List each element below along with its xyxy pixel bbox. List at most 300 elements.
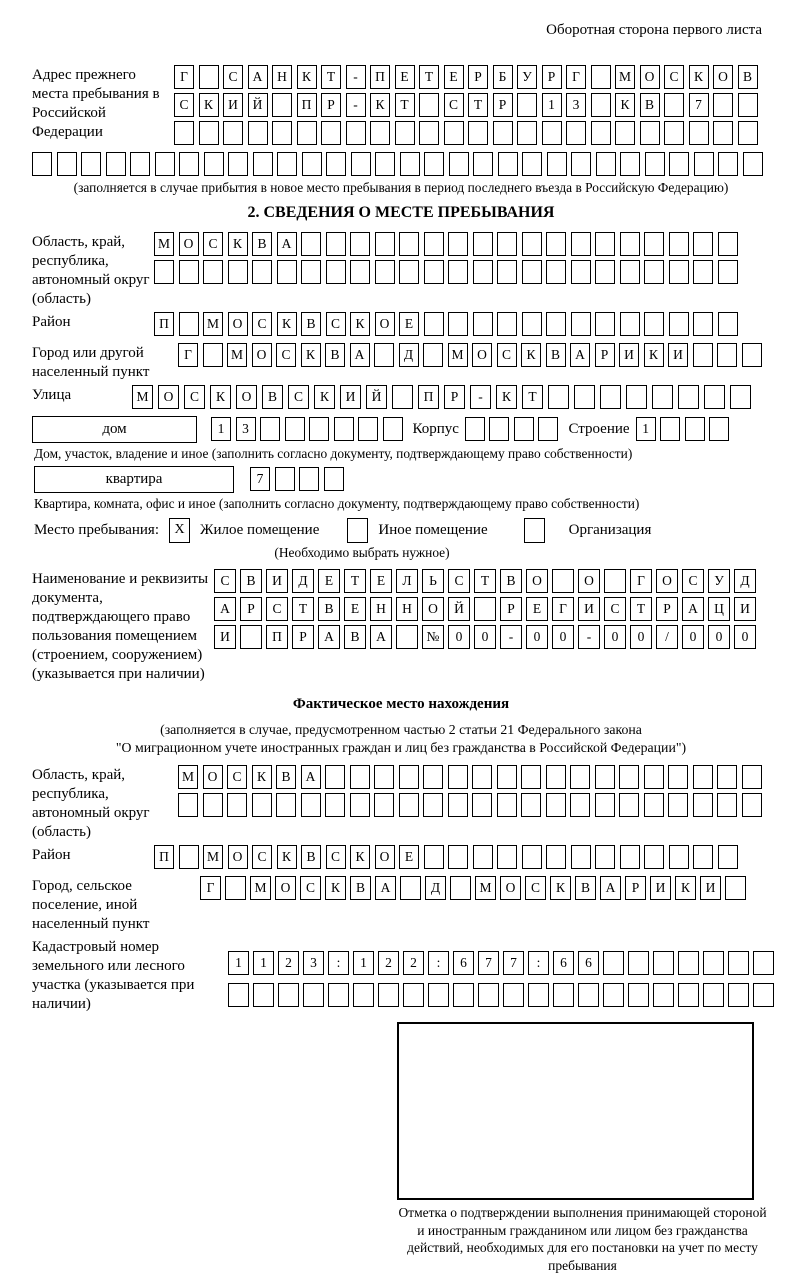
char-box: Г — [630, 569, 652, 593]
char-box — [423, 765, 443, 789]
char-box — [521, 765, 541, 789]
char-box — [503, 983, 524, 1007]
char-box — [351, 152, 371, 176]
char-box: 1 — [211, 417, 231, 441]
char-box — [204, 152, 224, 176]
stamp-caption: Отметка о подтверждении выполнения принимающей стороной и иностранным гражданином или лицом без гражданства действий, необходимых для его постановки на учет по месту пребывания — [398, 1205, 767, 1273]
char-box — [260, 417, 280, 441]
char-box — [227, 793, 247, 817]
char-box — [272, 93, 292, 117]
char-box: С — [266, 597, 288, 621]
char-box: О — [228, 312, 248, 336]
char-box — [652, 385, 673, 409]
char-box: 3 — [303, 951, 324, 975]
char-box: О — [526, 569, 548, 593]
char-box — [571, 232, 591, 256]
char-box: П — [266, 625, 288, 649]
char-box-row — [178, 793, 770, 817]
char-box — [253, 152, 273, 176]
actual-city-label: Город, сельское поселение, иной населенный пункт — [32, 878, 150, 932]
char-box: О — [228, 845, 248, 869]
char-box: И — [734, 597, 756, 621]
char-box — [301, 232, 321, 256]
char-box: К — [314, 385, 335, 409]
char-box — [546, 793, 566, 817]
actual-location-note-line1: (заполняется в случае, предусмотренном частью 2 статьи 21 Федерального закона — [160, 722, 642, 737]
char-box: А — [600, 876, 621, 900]
char-box: Н — [370, 597, 392, 621]
char-box — [548, 385, 569, 409]
char-box: Н — [396, 597, 418, 621]
char-box: 1 — [353, 951, 374, 975]
char-box — [419, 121, 439, 145]
char-box: - — [346, 65, 366, 89]
char-box: О — [472, 343, 492, 367]
char-box — [591, 121, 611, 145]
actual-district-label: Район — [32, 847, 71, 863]
char-box — [546, 312, 566, 336]
char-box: Ь — [422, 569, 444, 593]
char-box — [644, 765, 664, 789]
char-box-row — [214, 569, 770, 593]
char-box — [570, 793, 590, 817]
char-box — [303, 983, 324, 1007]
char-box — [478, 983, 499, 1007]
char-box — [753, 951, 774, 975]
char-box — [653, 951, 674, 975]
char-box — [240, 625, 262, 649]
char-box: Е — [399, 845, 419, 869]
char-box — [374, 793, 394, 817]
char-box — [328, 983, 349, 1007]
char-box: 0 — [552, 625, 574, 649]
char-box: П — [370, 65, 390, 89]
char-box: П — [418, 385, 439, 409]
char-box — [595, 232, 615, 256]
char-box — [620, 152, 640, 176]
char-box: О — [422, 597, 444, 621]
district-rows — [154, 312, 770, 340]
char-box — [178, 793, 198, 817]
actual-region-label: Область, край, республика, автономный округ (область) — [32, 767, 150, 840]
char-box: С — [682, 569, 704, 593]
apartment-labelbox: квартира — [34, 466, 234, 493]
char-box — [325, 765, 345, 789]
char-box-row — [178, 343, 770, 367]
char-box — [392, 385, 413, 409]
char-box — [668, 765, 688, 789]
char-box — [521, 793, 541, 817]
char-box: А — [375, 876, 396, 900]
char-box — [571, 152, 591, 176]
char-box — [399, 793, 419, 817]
char-box — [725, 876, 746, 900]
char-box: И — [340, 385, 361, 409]
char-box: Г — [174, 65, 194, 89]
char-box: А — [682, 597, 704, 621]
char-box — [400, 876, 421, 900]
char-box — [375, 152, 395, 176]
char-box — [228, 260, 248, 284]
char-box: М — [203, 845, 223, 869]
char-box — [334, 417, 354, 441]
char-box — [669, 260, 689, 284]
char-box: Г — [566, 65, 586, 89]
char-box — [130, 152, 150, 176]
stay-type-label: Место пребывания: — [34, 522, 159, 538]
cadastral-label: Кадастровый номер земельного или лесного участка (указывается при наличии) — [32, 939, 195, 1012]
char-box: С — [604, 597, 626, 621]
char-box — [154, 260, 174, 284]
char-box — [742, 793, 762, 817]
char-box: С — [276, 343, 296, 367]
char-box: С — [288, 385, 309, 409]
char-box — [517, 93, 537, 117]
char-box: Т — [292, 597, 314, 621]
char-box: А — [248, 65, 268, 89]
char-box: Г — [178, 343, 198, 367]
char-box — [603, 983, 624, 1007]
char-box — [277, 260, 297, 284]
char-box — [324, 467, 344, 491]
char-box — [522, 232, 542, 256]
char-box — [678, 385, 699, 409]
char-box — [419, 93, 439, 117]
char-box: У — [517, 65, 537, 89]
char-box: В — [350, 876, 371, 900]
char-box — [620, 232, 640, 256]
char-box — [514, 417, 534, 441]
char-box — [276, 793, 296, 817]
char-box — [81, 152, 101, 176]
char-box: П — [154, 845, 174, 869]
char-box — [350, 260, 370, 284]
page-side-note: Оборотная сторона первого листа — [546, 22, 762, 38]
char-box: О — [375, 312, 395, 336]
char-box: 2 — [278, 951, 299, 975]
char-box: К — [644, 343, 664, 367]
char-box: 2 — [378, 951, 399, 975]
char-box — [399, 232, 419, 256]
char-box: К — [350, 312, 370, 336]
option-residential-label: Жилое помещение — [200, 522, 320, 538]
char-box — [595, 793, 615, 817]
char-box: О — [713, 65, 733, 89]
char-box — [498, 152, 518, 176]
char-box-row — [214, 597, 770, 621]
actual-city-block — [32, 876, 770, 934]
char-box-row — [174, 65, 770, 89]
char-box — [689, 121, 709, 145]
char-box — [272, 121, 292, 145]
char-box — [728, 983, 749, 1007]
char-box: А — [301, 765, 321, 789]
char-box — [717, 793, 737, 817]
char-box — [285, 417, 305, 441]
char-box — [428, 983, 449, 1007]
street-rows — [132, 385, 770, 413]
char-box — [396, 625, 418, 649]
char-box — [645, 152, 665, 176]
char-box — [277, 152, 297, 176]
char-box — [619, 765, 639, 789]
char-box: И — [266, 569, 288, 593]
char-box: В — [640, 93, 660, 117]
char-box — [302, 152, 322, 176]
char-box — [644, 793, 664, 817]
actual-city-rows — [200, 876, 770, 904]
char-box — [473, 260, 493, 284]
char-box-row — [211, 417, 403, 441]
char-box — [424, 845, 444, 869]
char-box: - — [470, 385, 491, 409]
char-box: Р — [321, 93, 341, 117]
region-label: Область, край, республика, автономный округ (область) — [32, 234, 150, 307]
char-box — [299, 467, 319, 491]
char-box: 3 — [236, 417, 256, 441]
char-box: Е — [370, 569, 392, 593]
previous-address-block — [32, 65, 770, 149]
stamp-box — [397, 1022, 754, 1200]
char-box: К — [521, 343, 541, 367]
region-block — [32, 232, 770, 309]
char-box — [358, 417, 378, 441]
char-box — [653, 983, 674, 1007]
char-box: Г — [552, 597, 574, 621]
char-box — [199, 65, 219, 89]
char-box — [378, 983, 399, 1007]
char-box: К — [496, 385, 517, 409]
char-box: Т — [630, 597, 652, 621]
char-box: В — [318, 597, 340, 621]
char-box — [370, 121, 390, 145]
char-box: В — [252, 232, 272, 256]
char-box — [730, 385, 751, 409]
char-box — [546, 260, 566, 284]
char-box — [301, 260, 321, 284]
char-box — [566, 121, 586, 145]
city-block — [32, 343, 770, 382]
actual-location-title: Фактическое место нахождения — [292, 696, 510, 712]
char-box — [497, 793, 517, 817]
char-box: С — [664, 65, 684, 89]
char-box: К — [277, 845, 297, 869]
char-box — [179, 312, 199, 336]
char-box: С — [184, 385, 205, 409]
char-box: О — [640, 65, 660, 89]
char-box: Д — [292, 569, 314, 593]
char-box: Т — [395, 93, 415, 117]
char-box — [718, 232, 738, 256]
char-box — [179, 152, 199, 176]
char-box: 6 — [453, 951, 474, 975]
checkbox-organization — [524, 518, 545, 543]
char-box — [350, 765, 370, 789]
district-label: Район — [32, 314, 71, 330]
char-box — [600, 385, 621, 409]
char-box — [595, 765, 615, 789]
char-box — [203, 260, 223, 284]
char-box: / — [656, 625, 678, 649]
char-box — [626, 385, 647, 409]
char-box: Й — [448, 597, 470, 621]
actual-district-block — [32, 845, 770, 873]
char-box — [620, 845, 640, 869]
document-block — [32, 569, 770, 684]
char-box — [522, 845, 542, 869]
char-box: 1 — [636, 417, 656, 441]
option-organization-label: Организация — [568, 522, 652, 538]
char-box — [693, 845, 713, 869]
char-box — [717, 343, 737, 367]
char-box: О — [656, 569, 678, 593]
char-box-row — [214, 625, 770, 649]
char-box-row — [200, 876, 770, 900]
char-box: : — [328, 951, 349, 975]
char-box — [223, 121, 243, 145]
char-box: К — [350, 845, 370, 869]
char-box — [326, 232, 346, 256]
apartment-caption: Квартира, комната, офис и иное (заполнить согласно документу, подтверждающему право собственности) — [34, 496, 640, 511]
char-box: А — [277, 232, 297, 256]
char-box — [453, 983, 474, 1007]
char-box — [571, 312, 591, 336]
char-box-row — [250, 467, 344, 491]
char-box: М — [475, 876, 496, 900]
char-box: К — [370, 93, 390, 117]
char-box — [474, 597, 496, 621]
char-box — [225, 876, 246, 900]
char-box: Й — [366, 385, 387, 409]
char-box — [644, 260, 664, 284]
char-box — [399, 765, 419, 789]
char-box — [468, 121, 488, 145]
char-box — [252, 260, 272, 284]
char-box — [596, 152, 616, 176]
char-box — [664, 93, 684, 117]
char-box: И — [223, 93, 243, 117]
char-box-row — [132, 385, 770, 409]
char-box — [669, 232, 689, 256]
char-box — [552, 569, 574, 593]
char-box — [325, 793, 345, 817]
char-box — [685, 417, 705, 441]
char-box: С — [326, 845, 346, 869]
char-box — [253, 983, 274, 1007]
char-box — [278, 983, 299, 1007]
char-box-row — [465, 417, 559, 441]
char-box — [542, 121, 562, 145]
street-label: Улица — [32, 387, 72, 403]
char-box: Б — [493, 65, 513, 89]
char-box — [493, 121, 513, 145]
char-box — [321, 121, 341, 145]
char-box: Ц — [708, 597, 730, 621]
char-box — [424, 232, 444, 256]
house-caption: Дом, участок, владение и иное (заполнить согласно документу, подтверждающему право собственности) — [34, 446, 633, 461]
char-box — [574, 385, 595, 409]
char-box — [570, 765, 590, 789]
char-box: Г — [200, 876, 221, 900]
char-box: Р — [468, 65, 488, 89]
cadastral-rows — [228, 937, 774, 1011]
char-box: 0 — [734, 625, 756, 649]
char-box: М — [154, 232, 174, 256]
char-box — [713, 121, 733, 145]
char-box: А — [350, 343, 370, 367]
char-box — [350, 793, 370, 817]
char-box — [374, 343, 394, 367]
char-box: С — [252, 845, 272, 869]
char-box: 1 — [253, 951, 274, 975]
char-box — [742, 343, 762, 367]
char-box: К — [252, 765, 272, 789]
char-box — [297, 121, 317, 145]
char-box: 2 — [403, 951, 424, 975]
char-box — [522, 312, 542, 336]
char-box: О — [179, 232, 199, 256]
char-box — [228, 152, 248, 176]
char-box — [693, 765, 713, 789]
char-box: М — [132, 385, 153, 409]
char-box: 1 — [228, 951, 249, 975]
char-box-row — [228, 951, 774, 975]
char-box — [678, 983, 699, 1007]
char-box — [603, 951, 624, 975]
char-box: И — [700, 876, 721, 900]
char-box — [472, 765, 492, 789]
char-box — [32, 152, 52, 176]
char-box — [375, 260, 395, 284]
char-box — [450, 876, 471, 900]
char-box — [374, 765, 394, 789]
char-box: О — [252, 343, 272, 367]
char-box — [644, 232, 664, 256]
char-box: 0 — [604, 625, 626, 649]
char-box: Й — [248, 93, 268, 117]
char-box: О — [500, 876, 521, 900]
char-box: 6 — [578, 951, 599, 975]
char-box — [400, 152, 420, 176]
char-box: В — [575, 876, 596, 900]
char-box: Р — [500, 597, 522, 621]
char-box — [693, 232, 713, 256]
char-box — [547, 152, 567, 176]
char-box: С — [448, 569, 470, 593]
char-box-row — [32, 152, 770, 176]
char-box: М — [203, 312, 223, 336]
char-box: К — [675, 876, 696, 900]
char-box — [728, 951, 749, 975]
house-labelbox: дом — [32, 416, 197, 443]
char-box-row — [228, 983, 774, 1007]
previous-address-rows — [174, 65, 770, 149]
house-row — [32, 416, 770, 443]
char-box — [383, 417, 403, 441]
char-box — [449, 152, 469, 176]
char-box — [640, 121, 660, 145]
char-box: - — [346, 93, 366, 117]
char-box: : — [528, 951, 549, 975]
char-box — [465, 417, 485, 441]
char-box: М — [250, 876, 271, 900]
char-box — [704, 385, 725, 409]
char-box — [738, 93, 758, 117]
actual-region-block — [32, 765, 770, 842]
korpus-label: Корпус — [412, 421, 459, 437]
char-box: С — [326, 312, 346, 336]
char-box — [669, 312, 689, 336]
